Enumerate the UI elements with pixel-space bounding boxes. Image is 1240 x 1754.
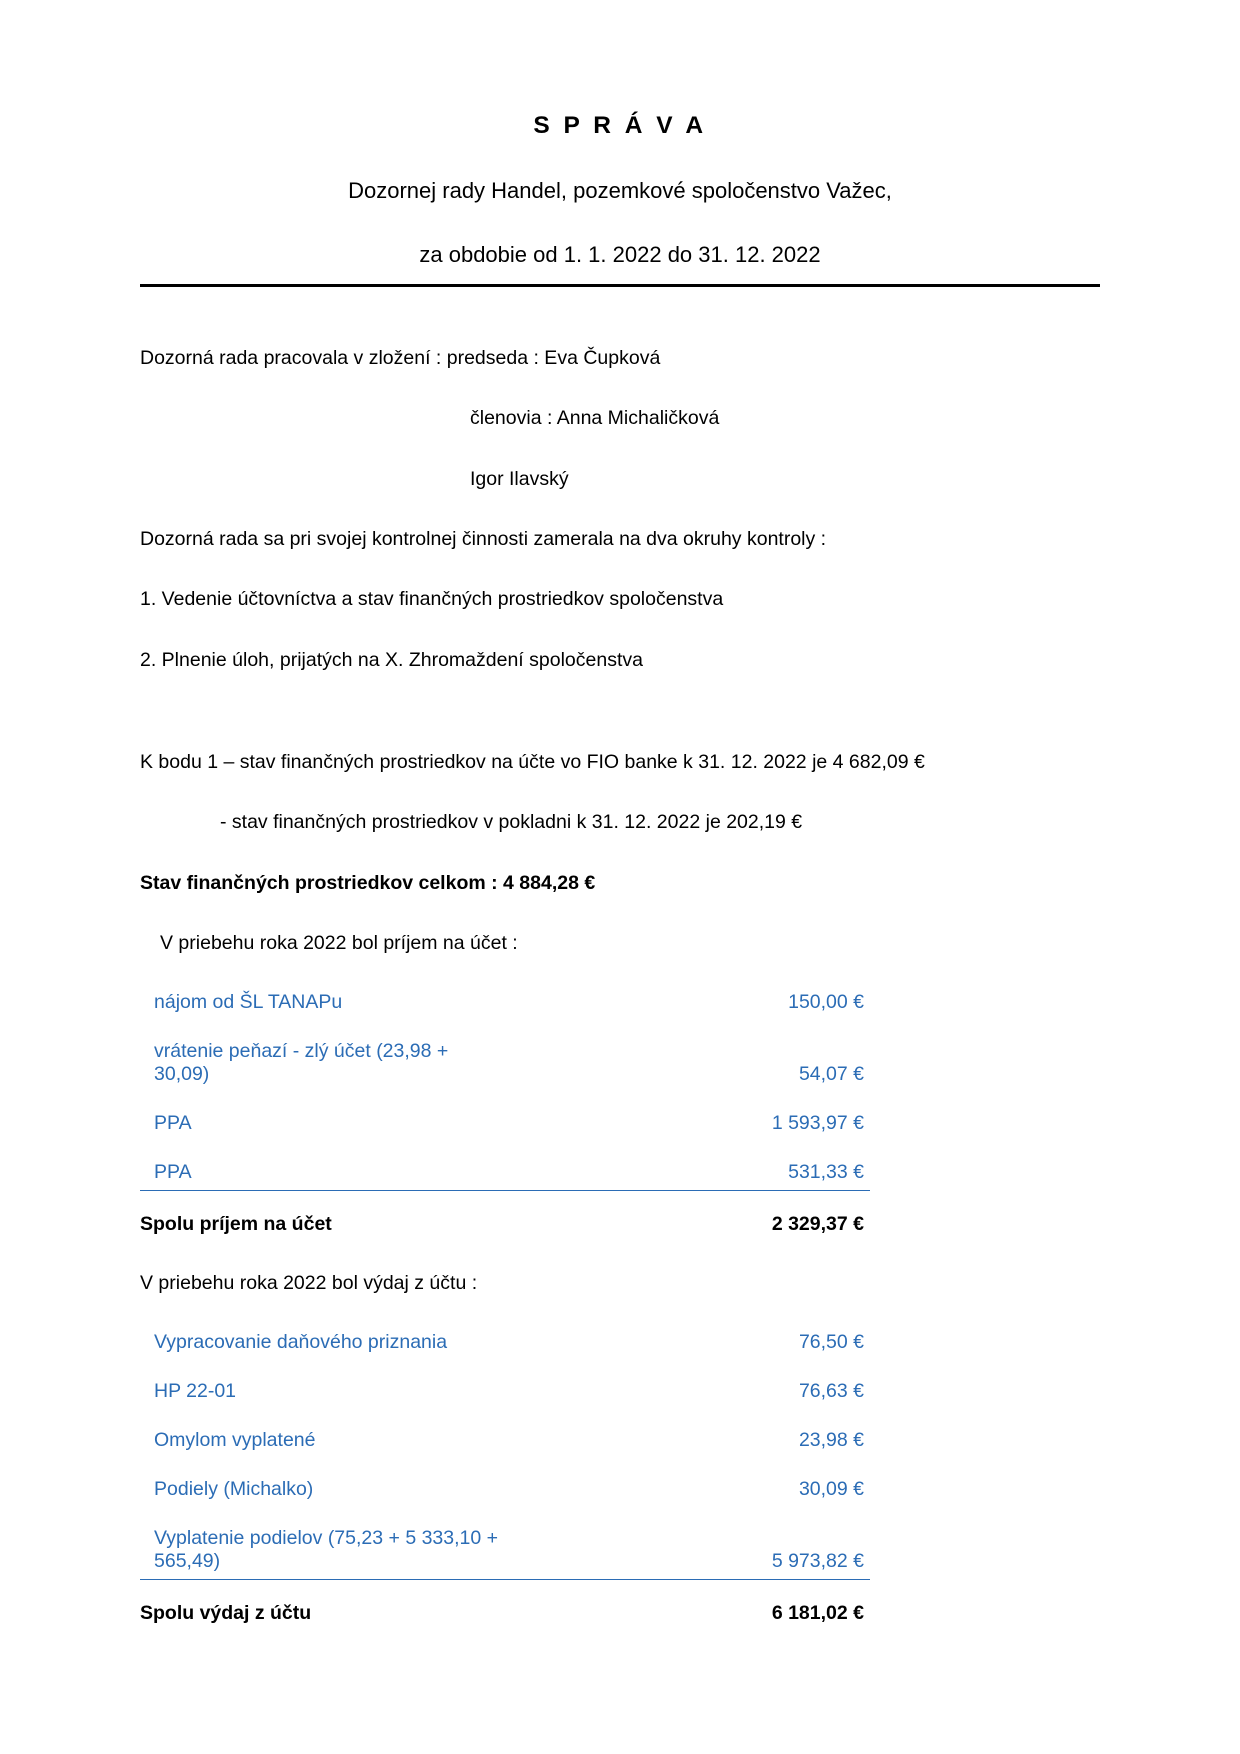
spacer	[140, 1236, 1100, 1270]
table-row	[140, 1099, 870, 1148]
expense-intro: V priebehu roka 2022 bol výdaj z účtu :	[140, 1272, 478, 1295]
table-row	[140, 978, 870, 1027]
income-table	[140, 978, 870, 1191]
spacer	[140, 956, 1100, 978]
income-row-desc: vrátenie peňazí - zlý účet (23,98 + 30,09)	[154, 1040, 449, 1086]
expense-row-desc: HP 22-01	[154, 1380, 237, 1403]
income-row-desc: PPA	[154, 1112, 192, 1135]
spacer	[140, 836, 1100, 870]
board-member-line-2: Igor Ilavský	[470, 467, 569, 490]
income-row-amount: 150,00 €	[788, 991, 864, 1014]
expense-row-amount: 76,50 €	[798, 1331, 864, 1354]
page-title: S P R Á V A	[533, 112, 707, 139]
income-row-amount: 54,07 €	[798, 1063, 864, 1086]
expense-row-amount: 76,63 €	[798, 1380, 864, 1403]
point1-total-balance: Stav finančných prostriedkov celkom : 4 884,28 €	[140, 871, 596, 894]
control-focus-item-2: 2. Plnenie úloh, prijatých na X. Zhromaždení spoločenstva	[140, 648, 643, 671]
spacer	[140, 492, 1100, 526]
income-row-amount: 1 593,97 €	[771, 1112, 864, 1135]
income-row-desc: nájom od ŠL TANAPu	[154, 991, 343, 1014]
spacer	[140, 371, 1100, 405]
expense-row-desc: Vyplatenie podielov (75,23 + 5 333,10 + 565,49)	[140, 1514, 505, 1580]
spacer	[140, 896, 1100, 930]
expense-table	[140, 1318, 870, 1580]
board-composition-line: Dozorná rada pracovala v zložení : predseda : Eva Čupková	[140, 347, 661, 369]
document-period: za obdobie od 1. 1. 2022 do 31. 12. 2022	[419, 242, 821, 267]
spacer	[140, 1296, 1100, 1318]
income-total-amount: 2 329,37 €	[771, 1213, 864, 1236]
board-member-line-1: členovia : Anna Michaličková	[470, 407, 720, 430]
expense-total-row	[140, 1602, 870, 1625]
spacer	[140, 673, 1100, 749]
table-row	[140, 1148, 870, 1191]
income-row-desc: PPA	[140, 1148, 505, 1191]
table-row	[140, 1514, 870, 1580]
expense-row-amount: 5 973,82 €	[505, 1514, 870, 1580]
spacer	[140, 432, 1100, 466]
table-row	[140, 1367, 870, 1416]
income-total-row	[140, 1213, 870, 1236]
table-row	[140, 1465, 870, 1514]
point1-bank-balance: K bodu 1 – stav finančných prostriedkov na účte vo FIO banke k 31. 12. 2022 je 4 682,09 €	[140, 750, 925, 773]
income-total-label: Spolu príjem na účet	[140, 1213, 332, 1236]
control-focus-item-1: 1. Vedenie účtovníctva a stav finančných prostriedkov spoločenstva	[140, 588, 724, 611]
expense-row-amount: 23,98 €	[798, 1429, 864, 1452]
expense-row-amount: 30,09 €	[798, 1478, 864, 1501]
point1-cash-balance: - stav finančných prostriedkov v pokladni k 31. 12. 2022 je 202,19 €	[220, 811, 803, 834]
expense-total-amount: 6 181,02 €	[771, 1602, 864, 1625]
spacer	[140, 287, 1100, 345]
expense-row-desc: Vypracovanie daňového priznania	[154, 1331, 448, 1354]
income-row-amount: 531,33 €	[505, 1148, 870, 1191]
control-focus-intro: Dozorná rada sa pri svojej kontrolnej činnosti zamerala na dva okruhy kontroly :	[140, 527, 827, 550]
table-row	[140, 1027, 870, 1099]
spacer	[140, 775, 1100, 809]
spacer	[140, 613, 1100, 647]
document-subtitle: Dozornej rady Handel, pozemkové spoločenstvo Važec,	[348, 178, 892, 203]
expense-row-desc: Omylom vyplatené	[154, 1429, 316, 1452]
expense-total-label: Spolu výdaj z účtu	[140, 1602, 312, 1625]
spacer	[140, 552, 1100, 586]
expense-row-desc: Podiely (Michalko)	[154, 1478, 314, 1501]
income-intro: V priebehu roka 2022 bol príjem na účet :	[160, 931, 518, 954]
table-row	[140, 1416, 870, 1465]
table-row	[140, 1318, 870, 1367]
